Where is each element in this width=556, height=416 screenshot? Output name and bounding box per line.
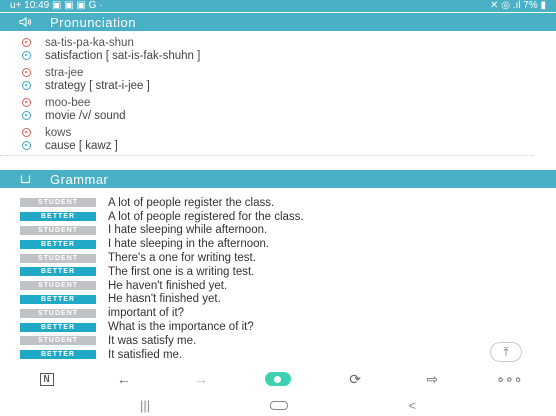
wrong-audio-icon[interactable] [22,38,31,47]
wrong-audio-icon[interactable] [22,98,31,107]
student-sentence-row [20,306,550,320]
refresh-icon: ⟳ [349,370,361,387]
pronunciation-item [22,126,542,152]
student-badge: STUDENT [20,281,96,290]
better-badge: BETTER [20,323,96,332]
more-icon: ∘∘∘ [496,370,523,387]
student-sentence-row [20,279,550,293]
better-sentence: What is the importance of it? [108,321,254,334]
better-badge: BETTER [20,212,96,221]
student-badge: STUDENT [20,336,96,345]
home-button[interactable] [270,401,288,410]
back-button[interactable] [104,368,144,390]
speaker-icon [18,17,32,27]
student-sentence-row [20,224,550,238]
scroll-to-top-button[interactable] [490,342,522,362]
wrong-pronunciation[interactable]: sa-tis-pa-ka-shun [22,36,542,49]
student-badge: STUDENT [20,254,96,263]
better-sentence-row [20,293,550,307]
wrong-pronunciation[interactable]: stra-jee [22,66,542,79]
status-bar-left: u+ 10:49 ▣ ▣ ▣ G · [10,0,103,11]
grammar-list [20,196,550,362]
wrong-audio-icon[interactable] [22,128,31,137]
nav-back-button[interactable]: < [408,397,416,413]
forward-button[interactable] [181,368,221,390]
student-sentence-row [20,196,550,210]
n-button[interactable] [27,368,67,390]
better-sentence-row [20,348,550,362]
pronunciation-title: Pronunciation [50,14,136,30]
play-icon [265,372,291,386]
pronunciation-item [22,36,542,62]
better-sentence: He hasn't finished yet. [108,293,221,306]
section-divider [0,155,534,156]
more-button[interactable] [489,368,529,390]
book-icon [18,174,32,184]
n-icon: N [40,373,54,386]
better-sentence: A lot of people registered for the class. [108,210,304,223]
student-sentence: I hate sleeping while afternoon. [108,224,268,237]
status-bar-right: ✕ ◎ .ıl 7% ▮ [490,0,546,11]
refresh-button[interactable] [335,368,375,390]
play-button[interactable] [258,368,298,390]
correct-audio-icon[interactable] [22,141,31,150]
pronunciation-list [22,36,542,156]
student-sentence: There's a one for writing test. [108,252,256,265]
student-sentence: important of it? [108,307,185,320]
student-sentence-row [20,251,550,265]
wrong-pronunciation[interactable]: kows [22,126,542,139]
student-badge: STUDENT [20,226,96,235]
correct-pronunciation[interactable]: satisfaction [ sat-is-fak-shuhn ] [22,49,542,62]
correct-audio-icon[interactable] [22,51,31,60]
correct-audio-icon[interactable] [22,111,31,120]
correct-pronunciation[interactable]: movie /v/ sound [22,109,542,122]
pronunciation-item [22,66,542,92]
pronunciation-header [0,13,556,31]
student-sentence: He haven't finished yet. [108,279,228,292]
status-bar [0,0,556,12]
better-badge: BETTER [20,295,96,304]
pronunciation-item [22,96,542,122]
system-nav-bar [0,394,556,416]
better-badge: BETTER [20,240,96,249]
grammar-header [0,170,556,188]
better-sentence: It satisfied me. [108,348,183,361]
student-badge: STUDENT [20,309,96,318]
recents-button[interactable]: ||| [140,397,151,413]
student-sentence-row [20,334,550,348]
browser-toolbar [0,366,556,392]
share-icon: ⇨ [426,370,439,387]
correct-pronunciation[interactable]: strategy [ strat-i-jee ] [22,79,542,92]
grammar-title: Grammar [50,171,109,187]
better-badge: BETTER [20,350,96,359]
correct-pronunciation[interactable]: cause [ kawz ] [22,139,542,152]
arrow-right-icon: → [193,371,208,387]
better-sentence: The first one is a writing test. [108,265,255,278]
better-sentence-row [20,210,550,224]
better-sentence-row [20,320,550,334]
better-sentence-row [20,265,550,279]
scroll-top-icon: ⤒ [503,344,509,359]
share-button[interactable] [412,368,452,390]
better-sentence-row [20,237,550,251]
student-sentence: A lot of people register the class. [108,196,275,209]
wrong-audio-icon[interactable] [22,68,31,77]
better-sentence: I hate sleeping in the afternoon. [108,238,270,251]
student-sentence: It was satisfy me. [108,334,197,347]
arrow-left-icon: ← [116,371,131,387]
correct-audio-icon[interactable] [22,81,31,90]
wrong-pronunciation[interactable]: moo-bee [22,96,542,109]
better-badge: BETTER [20,267,96,276]
student-badge: STUDENT [20,198,96,207]
